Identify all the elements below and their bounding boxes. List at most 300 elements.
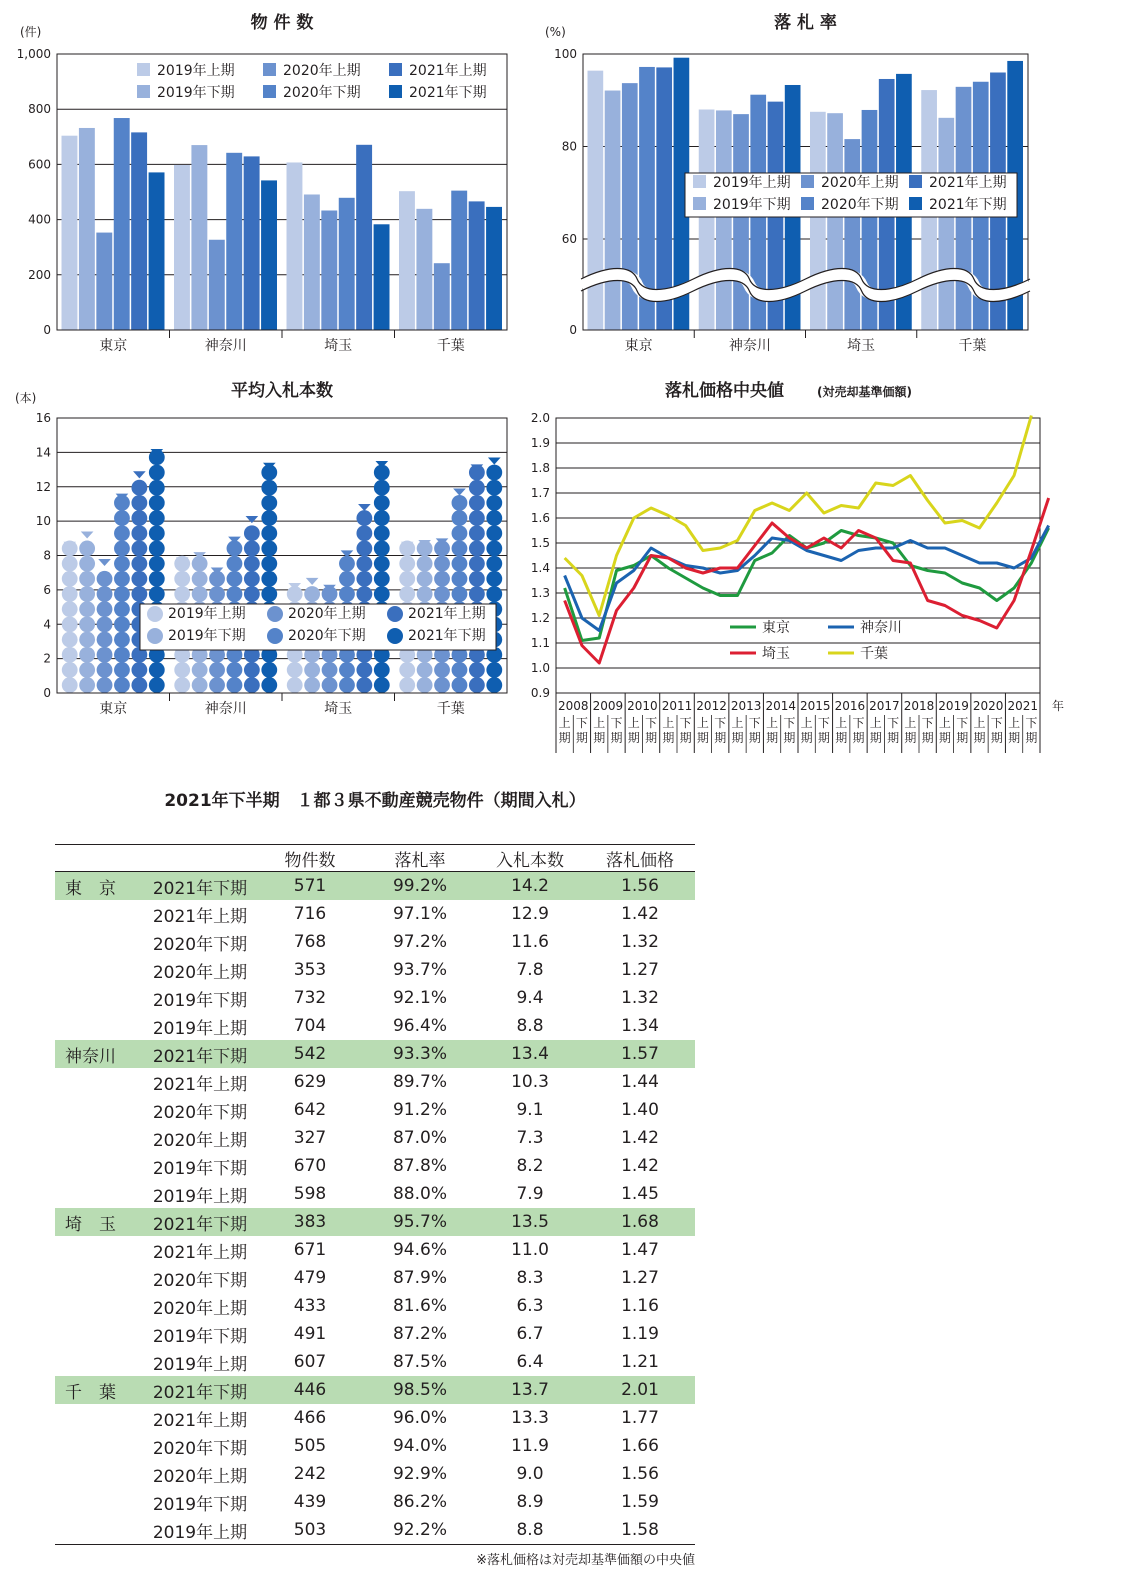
rakusatsuritsu-unit: (%) [545, 25, 566, 39]
cell-pref [55, 928, 145, 956]
heikin-nyusatsu-bar-dot [374, 571, 390, 587]
heikin-nyusatsu-legend-label: 2019年上期 [168, 606, 246, 622]
cell-count: 607 [293, 1352, 327, 1372]
rakusatsu-kakaku-year-label: 2018 [903, 699, 935, 713]
cell-rate: 87.5% [392, 1352, 447, 1372]
rakusatsu-kakaku-legend-label: 埼玉 [762, 646, 790, 662]
bukkensu-unit: (件) [20, 25, 42, 39]
bukkensu-bar [486, 207, 502, 330]
heikin-nyusatsu-category-label: 千葉 [436, 701, 465, 717]
bukkensu-bar [304, 194, 320, 330]
bukkensu-ytick-label: 600 [28, 157, 51, 172]
cell-pref [55, 1124, 145, 1152]
cell-pref [55, 1404, 145, 1432]
rakusatsu-kakaku-half-label: 期 [921, 731, 934, 745]
heikin-nyusatsu-bar-dot [131, 571, 147, 587]
cell-pref: 神奈川 [55, 1040, 145, 1068]
cell-bids: 13.3 [511, 1408, 549, 1428]
cell-count: 439 [293, 1492, 327, 1512]
heikin-nyusatsu-legend-swatch [387, 628, 403, 644]
heikin-nyusatsu-bar-dot [399, 571, 415, 587]
rakusatsu-kakaku-half-label: 期 [748, 731, 761, 745]
heikin-nyusatsu-bar-dot [97, 662, 113, 678]
rakusatsu-kakaku-half-label: 下 [714, 716, 727, 730]
cell-pref [55, 1460, 145, 1488]
rakusatsu-kakaku-half-label: 下 [852, 716, 865, 730]
rakusatsu-kakaku-chart [520, 370, 1080, 760]
rakusatsuritsu-category-label: 東京 [624, 338, 653, 354]
rakusatsuritsu-title: 落 札 率 [774, 13, 837, 33]
heikin-nyusatsu-bar-dot [434, 586, 450, 602]
heikin-nyusatsu-bar-dot [417, 662, 433, 678]
rakusatsu-kakaku-legend-label: 千葉 [860, 646, 888, 662]
rakusatsu-kakaku-year-label: 2021 [1007, 699, 1038, 713]
cell-period: 2021年下期 [145, 1040, 255, 1068]
heikin-nyusatsu-bar-dot [374, 586, 390, 602]
cell-count: 716 [293, 904, 327, 924]
heikin-nyusatsu-bar-dot [79, 677, 95, 693]
heikin-nyusatsu-bar-dot [261, 510, 277, 526]
heikin-nyusatsu-bar-cap [358, 504, 371, 511]
cell-period: 2019年上期 [152, 1018, 248, 1039]
rakusatsu-kakaku-half-label: 上 [800, 716, 813, 730]
cell-rate: 99.2% [365, 872, 475, 901]
heikin-nyusatsu-bar-dot [452, 495, 468, 511]
cell-bids: 13.7 [475, 1376, 585, 1404]
bukkensu-bar [374, 224, 390, 330]
bukkensu-bar [209, 240, 225, 330]
heikin-nyusatsu-bar-dot [244, 677, 260, 693]
heikin-nyusatsu-bar-dot [79, 662, 95, 678]
heikin-nyusatsu-bar-dot [399, 677, 415, 693]
heikin-nyusatsu-category-label: 神奈川 [204, 701, 247, 717]
rakusatsu-kakaku-half-label: 上 [558, 716, 571, 730]
cell-rate: 87.2% [392, 1324, 447, 1344]
bukkensu-legend-label: 2019年上期 [157, 63, 235, 79]
cell-period: 2020年上期 [152, 1130, 248, 1151]
header-period [145, 845, 255, 872]
table-row [55, 1292, 695, 1320]
heikin-nyusatsu-bar-dot [114, 541, 130, 557]
cell-pref [55, 1320, 145, 1348]
rakusatsu-kakaku-ytick-label: 1.9 [530, 436, 550, 450]
rakusatsu-kakaku-half-label: 下 [645, 716, 658, 730]
heikin-nyusatsu-bar-dot [209, 662, 225, 678]
heikin-nyusatsu-bar-dot [97, 601, 113, 617]
rakusatsu-kakaku-year-label: 2012 [696, 699, 727, 713]
cell-rate: 98.5% [365, 1376, 475, 1404]
bukkensu-legend-label: 2020年下期 [283, 85, 361, 101]
heikin-nyusatsu-bar-dot [149, 556, 165, 572]
heikin-nyusatsu-bar-cap [98, 559, 111, 566]
rakusatsuritsu-legend-label: 2021年下期 [929, 197, 1007, 213]
cell-bids: 12.9 [511, 904, 549, 924]
heikin-nyusatsu-bar-dot [149, 541, 165, 557]
heikin-nyusatsu-bar-dot [192, 586, 208, 602]
heikin-nyusatsu-chart-svg [0, 370, 540, 725]
rakusatsu-kakaku-half-label: 期 [766, 731, 779, 745]
heikin-nyusatsu-bar-dot [244, 541, 260, 557]
cell-count: 768 [293, 932, 327, 952]
bukkensu-title: 物 件 数 [250, 13, 314, 33]
heikin-nyusatsu-bar-dot [452, 571, 468, 587]
rakusatsu-kakaku-half-label: 下 [887, 716, 900, 730]
cell-count: 505 [293, 1436, 327, 1456]
heikin-nyusatsu-bar-dot [434, 571, 450, 587]
rakusatsu-kakaku-ytick-label: 1.0 [530, 661, 550, 675]
bukkensu-legend-label: 2020年上期 [283, 63, 361, 79]
heikin-nyusatsu-bar-dot [114, 510, 130, 526]
rakusatsu-kakaku-half-label: 期 [714, 731, 727, 745]
rakusatsuritsu-legend-swatch [693, 175, 706, 188]
cell-price: 1.77 [621, 1408, 659, 1428]
heikin-nyusatsu-bar-dot [174, 586, 190, 602]
rakusatsuritsu-category-label: 埼玉 [847, 338, 876, 354]
heikin-nyusatsu-bar-dot [149, 465, 165, 481]
cell-rate: 94.0% [392, 1436, 447, 1456]
cell-rate: 92.2% [365, 1516, 475, 1545]
cell-period: 2020年下期 [152, 934, 248, 955]
table-row [55, 1376, 695, 1404]
heikin-nyusatsu-bar-dot [192, 677, 208, 693]
rakusatsu-kakaku-half-label: 上 [627, 716, 640, 730]
heikin-nyusatsu-bar-dot [356, 556, 372, 572]
heikin-nyusatsu-bar-dot [469, 541, 485, 557]
heikin-nyusatsu-ytick-label: 6 [43, 582, 51, 597]
heikin-nyusatsu-bar-dot [417, 677, 433, 693]
bukkensu-legend-label: 2021年下期 [409, 85, 487, 101]
cell-rate: 89.7% [392, 1072, 447, 1092]
header-price: 落札価格 [585, 845, 695, 872]
heikin-nyusatsu-bar-dot [469, 510, 485, 526]
table-row [55, 1180, 695, 1208]
heikin-nyusatsu-title: 平均入札本数 [231, 381, 333, 401]
heikin-nyusatsu-bar-dot [131, 586, 147, 602]
cell-bids: 8.3 [516, 1268, 544, 1288]
cell-pref [55, 1516, 145, 1545]
auction-table-section [55, 790, 695, 1568]
heikin-nyusatsu-bar-dot [417, 586, 433, 602]
cell-bids: 8.9 [516, 1492, 544, 1512]
heikin-nyusatsu-bar-dot [114, 632, 130, 648]
cell-price: 1.27 [621, 960, 659, 980]
table-row [55, 1040, 695, 1068]
heikin-nyusatsu-bar-dot [339, 571, 355, 587]
cell-count: 242 [293, 1464, 327, 1484]
rakusatsu-kakaku-half-label: 期 [731, 731, 744, 745]
heikin-nyusatsu-bar-dot [244, 571, 260, 587]
cell-period: 2020年下期 [152, 1270, 248, 1291]
heikin-nyusatsu-bar-dot [374, 541, 390, 557]
bukkensu-bar [226, 153, 242, 330]
bukkensu-bar [399, 191, 415, 330]
table-header-row [55, 845, 695, 872]
rakusatsuritsu-legend-label: 2020年下期 [821, 197, 899, 213]
bukkensu-bar [79, 128, 95, 330]
rakusatsu-kakaku-ytick-label: 1.5 [530, 536, 550, 550]
rakusatsu-kakaku-half-label: 期 [887, 731, 900, 745]
rakusatsu-kakaku-subtitle: (対売却基準価額) [817, 385, 912, 399]
cell-period: 2019年上期 [152, 1354, 248, 1375]
heikin-nyusatsu-bar-dot [356, 586, 372, 602]
cell-period: 2020年上期 [152, 962, 248, 983]
cell-pref [55, 1096, 145, 1124]
bukkensu-legend-label: 2021年上期 [409, 63, 487, 79]
bukkensu-chart [0, 0, 540, 365]
rakusatsu-kakaku-ytick-label: 1.2 [530, 611, 550, 625]
heikin-nyusatsu-bar-dot [131, 677, 147, 693]
cell-count: 446 [255, 1376, 365, 1404]
heikin-nyusatsu-bar-dot [149, 495, 165, 511]
cell-price: 1.57 [585, 1040, 695, 1068]
table-title: 2021年下半期 １都３県不動産競売物件（期間入札） [164, 791, 586, 811]
heikin-nyusatsu-bar-dot [261, 556, 277, 572]
rakusatsu-kakaku-half-label: 期 [558, 731, 571, 745]
cell-price: 1.32 [621, 988, 659, 1008]
table-row [55, 928, 695, 956]
heikin-nyusatsu-bar-dot [339, 556, 355, 572]
heikin-nyusatsu-bar-dot [486, 480, 502, 496]
rakusatsu-kakaku-half-label: 期 [973, 731, 986, 745]
cell-count: 671 [293, 1240, 327, 1260]
heikin-nyusatsu-bar-dot [79, 541, 95, 557]
rakusatsu-kakaku-half-label: 期 [817, 731, 830, 745]
bukkensu-ytick-label: 200 [28, 267, 51, 282]
cell-bids: 13.4 [475, 1040, 585, 1068]
heikin-nyusatsu-bar-dot [244, 525, 260, 541]
rakusatsuritsu-legend-swatch [909, 175, 922, 188]
rakusatsu-kakaku-half-label: 下 [990, 716, 1003, 730]
bukkensu-bar [149, 172, 165, 330]
rakusatsu-kakaku-ytick-label: 1.4 [530, 561, 550, 575]
heikin-nyusatsu-bar-dot [131, 495, 147, 511]
cell-period: 2019年下期 [152, 1326, 248, 1347]
bukkensu-bar [191, 145, 207, 330]
heikin-nyusatsu-legend-swatch [387, 606, 403, 622]
heikin-nyusatsu-bar-cap [133, 471, 146, 478]
heikin-nyusatsu-bar-dot [174, 677, 190, 693]
heikin-nyusatsu-bar-cap [246, 516, 259, 523]
heikin-nyusatsu-bar-dot [374, 510, 390, 526]
cell-period: 2019年下期 [152, 1158, 248, 1179]
cell-period: 2021年下期 [145, 1208, 255, 1236]
table-row [55, 1432, 695, 1460]
rakusatsu-kakaku-ytick-label: 1.6 [530, 511, 550, 525]
heikin-nyusatsu-bar-dot [417, 556, 433, 572]
rakusatsuritsu-ytick-label: 80 [561, 139, 577, 154]
cell-price: 1.34 [621, 1016, 659, 1036]
rakusatsu-kakaku-half-label: 期 [956, 731, 969, 745]
cell-count: 466 [293, 1408, 327, 1428]
heikin-nyusatsu-bar-cap [341, 550, 354, 557]
cell-price: 1.19 [621, 1324, 659, 1344]
rakusatsuritsu-bar [699, 110, 715, 331]
heikin-nyusatsu-bar-dot [469, 480, 485, 496]
rakusatsuritsu-bar [938, 118, 954, 330]
header-rate: 落札率 [365, 845, 475, 872]
cell-pref [55, 1236, 145, 1264]
rakusatsuritsu-legend-swatch [801, 197, 814, 210]
rakusatsu-kakaku-ytick-label: 1.3 [530, 586, 550, 600]
heikin-nyusatsu-bar-dot [62, 601, 78, 617]
rakusatsuritsu-legend-swatch [909, 197, 922, 210]
heikin-nyusatsu-bar-dot [469, 556, 485, 572]
heikin-nyusatsu-bar-dot [79, 647, 95, 663]
heikin-nyusatsu-ytick-label: 2 [43, 651, 51, 666]
cell-rate: 93.7% [392, 960, 447, 980]
cell-bids: 11.9 [511, 1436, 549, 1456]
cell-price: 1.16 [621, 1296, 659, 1316]
cell-bids: 8.2 [516, 1156, 544, 1176]
cell-pref [55, 1488, 145, 1516]
table-row [55, 1208, 695, 1236]
table-note: ※落札価格は対売却基準価額の中央値 [476, 1553, 695, 1568]
cell-period: 2020年下期 [152, 1102, 248, 1123]
heikin-nyusatsu-bar-dot [79, 632, 95, 648]
cell-period: 2020年上期 [152, 1298, 248, 1319]
cell-price: 1.44 [621, 1072, 659, 1092]
heikin-nyusatsu-bar-dot [261, 571, 277, 587]
rakusatsu-kakaku-half-label: 上 [938, 716, 951, 730]
cell-rate: 91.2% [392, 1100, 447, 1120]
bukkensu-category-label: 千葉 [436, 338, 465, 354]
cell-bids: 7.9 [516, 1184, 544, 1204]
heikin-nyusatsu-bar-cap [453, 488, 466, 495]
rakusatsuritsu-bar [605, 91, 621, 330]
rakusatsuritsu-bar [733, 114, 749, 330]
cell-period: 2021年下期 [145, 872, 255, 901]
bukkensu-ytick-label: 1,000 [16, 47, 51, 61]
heikin-nyusatsu-bar-dot [114, 662, 130, 678]
heikin-nyusatsu-bar-dot [114, 571, 130, 587]
bukkensu-legend-swatch [389, 63, 402, 76]
rakusatsu-kakaku-half-label: 下 [783, 716, 796, 730]
rakusatsu-kakaku-half-label: 期 [1025, 731, 1038, 745]
rakusatsu-kakaku-half-label: 期 [645, 731, 658, 745]
cell-price: 1.40 [621, 1100, 659, 1120]
rakusatsu-kakaku-half-label: 期 [593, 731, 606, 745]
table-row [55, 872, 695, 901]
heikin-nyusatsu-legend-swatch [147, 628, 163, 644]
heikin-nyusatsu-bar-dot [261, 541, 277, 557]
cell-period: 2019年上期 [152, 1186, 248, 1207]
rakusatsu-kakaku-year-label: 2008 [558, 699, 589, 713]
heikin-nyusatsu-bar-dot [469, 525, 485, 541]
rakusatsu-kakaku-half-label: 上 [973, 716, 986, 730]
rakusatsu-kakaku-half-label: 期 [800, 731, 813, 745]
heikin-nyusatsu-bar-dot [287, 662, 303, 678]
cell-bids: 13.5 [475, 1208, 585, 1236]
cell-period: 2019年上期 [145, 1516, 255, 1545]
heikin-nyusatsu-bar-dot [261, 677, 277, 693]
rakusatsu-kakaku-half-label: 期 [990, 731, 1003, 745]
rakusatsu-kakaku-title: 落札価格中央値 [665, 381, 784, 401]
cell-price: 2.01 [585, 1376, 695, 1404]
heikin-nyusatsu-bar-dot [374, 662, 390, 678]
heikin-nyusatsu-bar-dot [131, 480, 147, 496]
heikin-nyusatsu-bar-dot [131, 510, 147, 526]
rakusatsu-kakaku-half-label: 期 [1008, 731, 1021, 745]
bukkensu-ytick-label: 0 [43, 323, 51, 337]
heikin-nyusatsu-bar-dot [399, 586, 415, 602]
heikin-nyusatsu-bar-dot [79, 586, 95, 602]
cell-price: 1.42 [621, 1128, 659, 1148]
cell-bids: 9.1 [516, 1100, 544, 1120]
heikin-nyusatsu-bar-dot [97, 616, 113, 632]
heikin-nyusatsu-bar-dot [149, 677, 165, 693]
heikin-nyusatsu-bar-dot [114, 525, 130, 541]
heikin-nyusatsu-bar-dot [434, 677, 450, 693]
rakusatsu-kakaku-half-label: 下 [679, 716, 692, 730]
rakusatsu-kakaku-year-label: 2011 [661, 699, 693, 713]
bukkensu-bar [356, 145, 372, 330]
heikin-nyusatsu-bar-dot [339, 677, 355, 693]
cell-rate: 88.0% [392, 1184, 447, 1204]
heikin-nyusatsu-bar-dot [452, 662, 468, 678]
cell-count: 704 [293, 1016, 327, 1036]
cell-period: 2021年上期 [152, 1242, 248, 1263]
rakusatsuritsu-bar [588, 71, 604, 330]
table-row [55, 1236, 695, 1264]
cell-pref [55, 900, 145, 928]
heikin-nyusatsu-ytick-label: 4 [43, 617, 51, 632]
cell-period: 2021年上期 [152, 906, 248, 927]
bukkensu-bar [174, 165, 190, 330]
cell-rate: 87.9% [392, 1268, 447, 1288]
rakusatsu-kakaku-half-label: 下 [575, 716, 588, 730]
heikin-nyusatsu-bar-dot [356, 510, 372, 526]
heikin-nyusatsu-bar-dot [356, 677, 372, 693]
heikin-nyusatsu-bar-dot [149, 510, 165, 526]
cell-rate: 81.6% [392, 1296, 447, 1316]
cell-count: 491 [293, 1324, 327, 1344]
heikin-nyusatsu-bar-dot [486, 465, 502, 481]
rakusatsu-kakaku-year-label: 2015 [800, 699, 831, 713]
rakusatsu-kakaku-half-label: 上 [696, 716, 709, 730]
heikin-nyusatsu-bar-dot [174, 662, 190, 678]
rakusatsuritsu-legend-swatch [693, 197, 706, 210]
rakusatsu-kakaku-year-label: 2020 [972, 699, 1004, 713]
heikin-nyusatsu-bar-dot [79, 616, 95, 632]
cell-price: 1.68 [585, 1208, 695, 1236]
cell-price: 1.56 [585, 872, 695, 901]
rakusatsu-kakaku-half-label: 下 [817, 716, 830, 730]
cell-pref: 埼 玉 [55, 1208, 145, 1236]
heikin-nyusatsu-bar-dot [97, 677, 113, 693]
heikin-nyusatsu-bar-dot [62, 677, 78, 693]
cell-count: 670 [293, 1156, 327, 1176]
heikin-nyusatsu-bar-dot [174, 571, 190, 587]
bukkensu-legend-swatch [389, 85, 402, 98]
heikin-nyusatsu-bar-dot [131, 541, 147, 557]
cell-rate: 86.2% [392, 1492, 447, 1512]
heikin-nyusatsu-bar-dot [62, 662, 78, 678]
rakusatsu-kakaku-ytick-label: 2.0 [530, 411, 550, 425]
heikin-nyusatsu-bar-dot [261, 480, 277, 496]
cell-count: 629 [293, 1072, 327, 1092]
cell-count: 503 [255, 1516, 365, 1545]
cell-bids: 6.7 [516, 1324, 544, 1344]
cell-price: 1.21 [621, 1352, 659, 1372]
bukkensu-category-label: 埼玉 [324, 338, 353, 354]
heikin-nyusatsu-bar-dot [227, 677, 243, 693]
rakusatsu-kakaku-half-label: 下 [610, 716, 623, 730]
cell-count: 479 [293, 1268, 327, 1288]
heikin-nyusatsu-bar-dot [452, 541, 468, 557]
cell-bids: 8.8 [475, 1516, 585, 1545]
bukkensu-bar [469, 201, 485, 330]
auction-table [55, 844, 695, 1545]
